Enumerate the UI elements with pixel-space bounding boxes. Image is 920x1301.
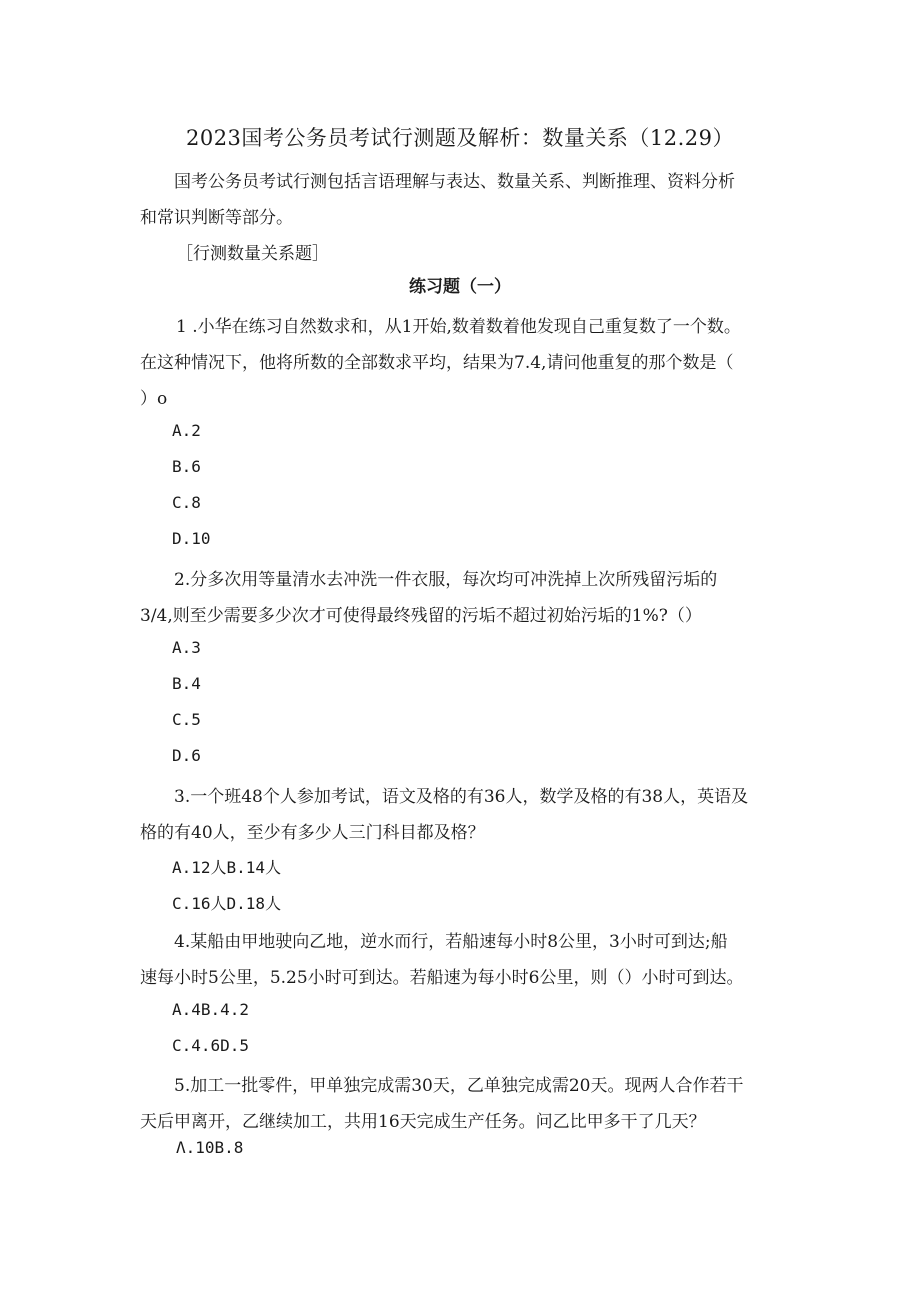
question-1-option-d: D.10 xyxy=(172,529,211,548)
intro-line-2: 和常识判断等部分。 xyxy=(140,208,293,228)
question-5-line-1: 5.加工一批零件，甲单独完成需30天，乙单独完成需20天。现两人合作若干 xyxy=(174,1076,744,1096)
question-5-line-2: 天后甲离开，乙继续加工，共用16天完成生产任务。问乙比甲多干了几天？ xyxy=(140,1112,706,1132)
question-2-line-2: 3/4,则至少需要多少次才可使得最终残留的污垢不超过初始污垢的1%?（） xyxy=(140,606,702,626)
question-3-option-ab: A.12人B.14人 xyxy=(172,858,282,877)
question-2-option-a: A.3 xyxy=(172,638,201,657)
page-title: 2023国考公务员考试行测题及解析：数量关系（12.29） xyxy=(185,126,735,150)
question-2-option-c: C.5 xyxy=(172,710,201,729)
question-3-line-1: 3.一个班48个人参加考试，语文及格的有36人，数学及格的有38人，英语及 xyxy=(174,787,749,807)
question-1-option-c: C.8 xyxy=(172,493,201,512)
question-4-line-1: 4.某船由甲地驶向乙地，逆水而行，若船速每小时8公里，3小时可到达;船 xyxy=(174,932,728,952)
question-1-line-1: 1 .小华在练习自然数求和，从1开始,数着数着他发现自己重复数了一个数。 xyxy=(176,317,741,337)
question-4-option-cd: C.4.6D.5 xyxy=(172,1036,250,1055)
question-4-line-2: 速每小时5公里，5.25小时可到达。若船速为每小时6公里，则（）小时可到达。 xyxy=(140,968,744,988)
question-4-option-ab: A.4B.4.2 xyxy=(172,1000,250,1019)
question-2-line-1: 2.分多次用等量清水去冲洗一件衣服，每次均可冲洗掉上次所残留污垢的 xyxy=(174,570,718,590)
question-1-option-b: B.6 xyxy=(172,457,201,476)
question-5-option-ab: Λ.10B.8 xyxy=(176,1138,244,1157)
intro-line-1: 国考公务员考试行测包括言语理解与表达、数量关系、判断推理、资料分析 xyxy=(174,172,735,192)
question-1-option-a: A.2 xyxy=(172,421,201,440)
question-1-line-2: 在这种情况下，他将所数的全部数求平均，结果为7.4,请问他重复的那个数是（ xyxy=(140,353,734,373)
question-2-option-b: B.4 xyxy=(172,674,201,693)
question-3-option-cd: C.16人D.18人 xyxy=(172,894,282,913)
question-2-option-d: D.6 xyxy=(172,746,201,765)
question-1-line-3: ）o xyxy=(140,389,168,409)
question-3-line-2: 格的有40人，至少有多少人三门科目都及格？ xyxy=(140,823,485,843)
section-title: 练习题（一） xyxy=(409,277,511,297)
bracket-label: ［行测数量关系题］ xyxy=(176,244,329,264)
